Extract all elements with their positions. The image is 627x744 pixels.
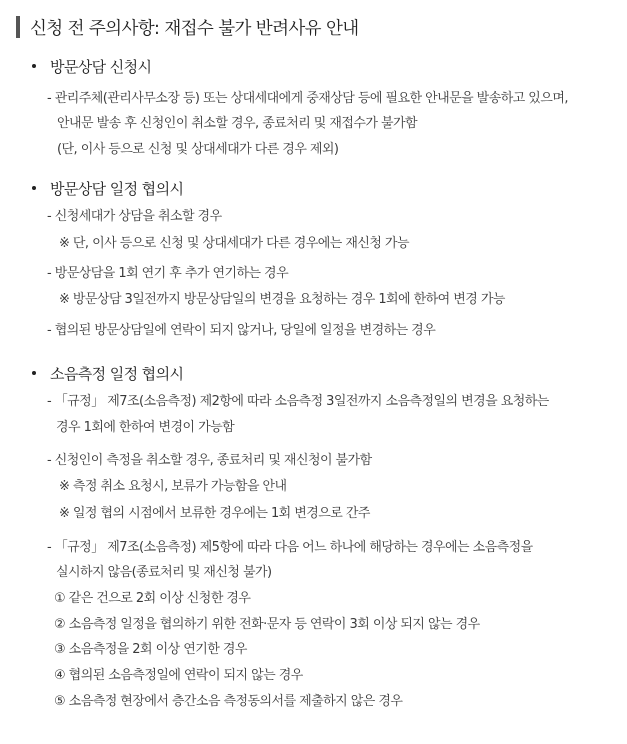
page-title-text: 신청 전 주의사항: 재접수 불가 반려사유 안내 [30, 18, 359, 39]
page-title [16, 14, 359, 40]
bullet-icon [32, 186, 36, 190]
section-heading-text: 방문상담 신청시 [50, 58, 152, 76]
numbered-item: ① 같은 건으로 2회 이상 신청한 경우 [54, 591, 251, 606]
numbered-item: ③ 소음측정을 2회 이상 연기한 경우 [54, 642, 247, 657]
section-heading-visit-application [32, 57, 151, 77]
bullet-icon [32, 371, 36, 375]
notice-line: - 신청세대가 상담을 취소할 경우 [47, 209, 222, 224]
note-line: ※ 측정 취소 요청시, 보류가 가능함을 안내 [59, 479, 287, 494]
notice-line: - 「규정」 제7조(소음측정) 제2항에 따라 소음측정 3일전까지 소음측정일의 변경을 요청하는 [47, 394, 549, 409]
notice-line: - 협의된 방문상담일에 연락이 되지 않거나, 당일에 일정을 변경하는 경우 [47, 323, 436, 338]
notice-line: 실시하지 않음(종료처리 및 재신청 불가) [56, 565, 272, 580]
section-heading-text: 소음측정 일정 협의시 [50, 365, 184, 383]
numbered-item: ② 소음측정 일정을 협의하기 위한 전화·문자 등 연락이 3회 이상 되지 않는 경우 [54, 617, 480, 632]
notice-line: 경우 1회에 한하여 변경이 가능함 [56, 420, 235, 435]
section-heading-noise-schedule [32, 364, 183, 384]
section-heading-text: 방문상담 일정 협의시 [50, 180, 184, 198]
numbered-item: ④ 협의된 소음측정일에 연락이 되지 않는 경우 [54, 668, 303, 683]
notice-line: - 관리주체(관리사무소장 등) 또는 상대세대에게 중재상담 등에 필요한 안내문을 발송하고 있으며, [47, 91, 568, 106]
notice-line: - 신청인이 측정을 취소할 경우, 종료처리 및 재신청이 불가함 [47, 453, 372, 468]
note-line: ※ 단, 이사 등으로 신청 및 상대세대가 다른 경우에는 재신청 가능 [59, 236, 409, 251]
notice-line: (단, 이사 등으로 신청 및 상대세대가 다른 경우 제외) [57, 142, 339, 157]
note-line: ※ 일정 협의 시점에서 보류한 경우에는 1회 변경으로 간주 [59, 506, 370, 521]
title-accent-bar [16, 16, 20, 38]
notice-line: - 「규정」 제7조(소음측정) 제5항에 따라 다음 어느 하나에 해당하는 경우에는 소음측정을 [47, 540, 533, 555]
numbered-item: ⑤ 소음측정 현장에서 층간소음 측정동의서를 제출하지 않은 경우 [54, 694, 403, 709]
bullet-icon [32, 64, 36, 68]
notice-line: 안내문 발송 후 신청인이 취소할 경우, 종료처리 및 재접수가 불가함 [57, 116, 418, 131]
note-line: ※ 방문상담 3일전까지 방문상담일의 변경을 요청하는 경우 1회에 한하여 변경 가능 [59, 292, 505, 307]
notice-line: - 방문상담을 1회 연기 후 추가 연기하는 경우 [47, 266, 289, 281]
section-heading-visit-schedule [32, 179, 183, 199]
